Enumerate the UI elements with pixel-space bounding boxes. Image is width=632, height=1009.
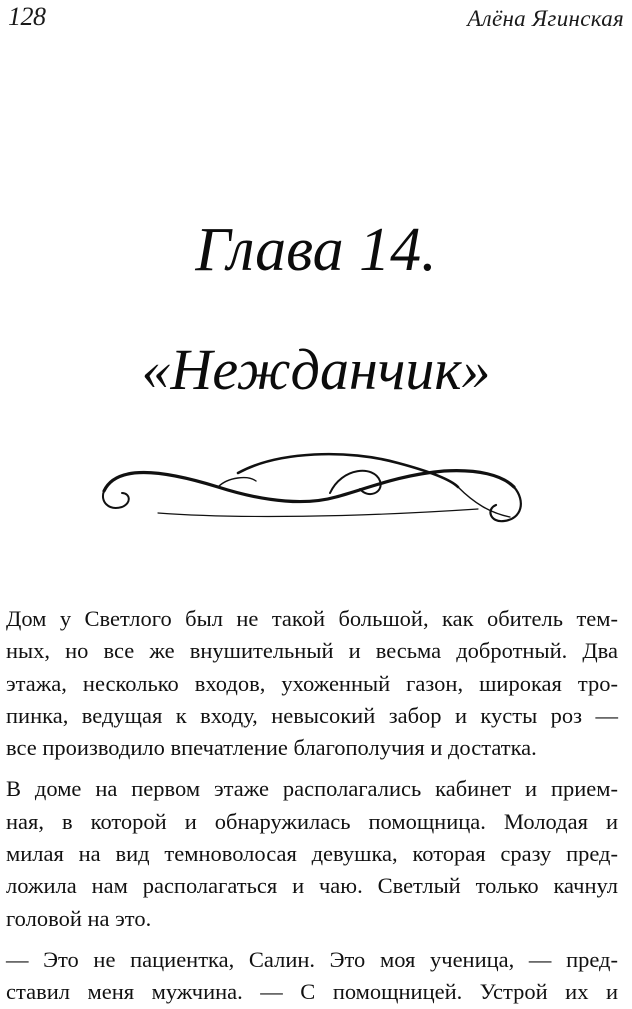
text-line: ставил меня мужчина. — С помощницей. Устрой их и xyxy=(6,979,618,1005)
chapter-subtitle: «Нежданчик» xyxy=(141,337,491,402)
paragraph-2 xyxy=(6,773,618,934)
text-line: этажа, несколько входов, ухоженный газон, широкая тро- xyxy=(6,670,618,696)
page-number: 128 xyxy=(8,2,46,31)
text-line: В доме на первом этаже располагались кабинет и прием- xyxy=(6,776,618,802)
text-line: ная, в которой и обнаружилась помощница. Молодая и xyxy=(6,808,618,834)
text-line: пинка, ведущая к входу, невысокий забор и кусты роз — xyxy=(6,702,618,728)
body-text xyxy=(6,603,618,1009)
running-header-author: Алёна Ягинская xyxy=(467,6,624,31)
text-line: все производило впечатление благополучия и достатка. xyxy=(6,735,537,761)
paragraph-3 xyxy=(6,944,618,1009)
text-line: ных, но все же внушительный и весьма добротный. Два xyxy=(6,638,618,664)
chapter-heading xyxy=(0,215,632,403)
text-line: головой на это. xyxy=(6,905,152,931)
text-line: Дом у Светлого был не такой большой, как обитель тем- xyxy=(6,606,618,631)
text-line: милая на вид темноволосая девушка, которая сразу пред- xyxy=(6,841,618,867)
text-line: ложила нам располагаться и чаю. Светлый только качнул xyxy=(6,873,618,899)
ornamental-flourish xyxy=(98,447,534,547)
text-line: — Это не пациентка, Салин. Это моя ученица, — пред- xyxy=(6,946,618,972)
chapter-title: Глава 14. xyxy=(195,216,437,284)
paragraph-1 xyxy=(6,603,618,764)
